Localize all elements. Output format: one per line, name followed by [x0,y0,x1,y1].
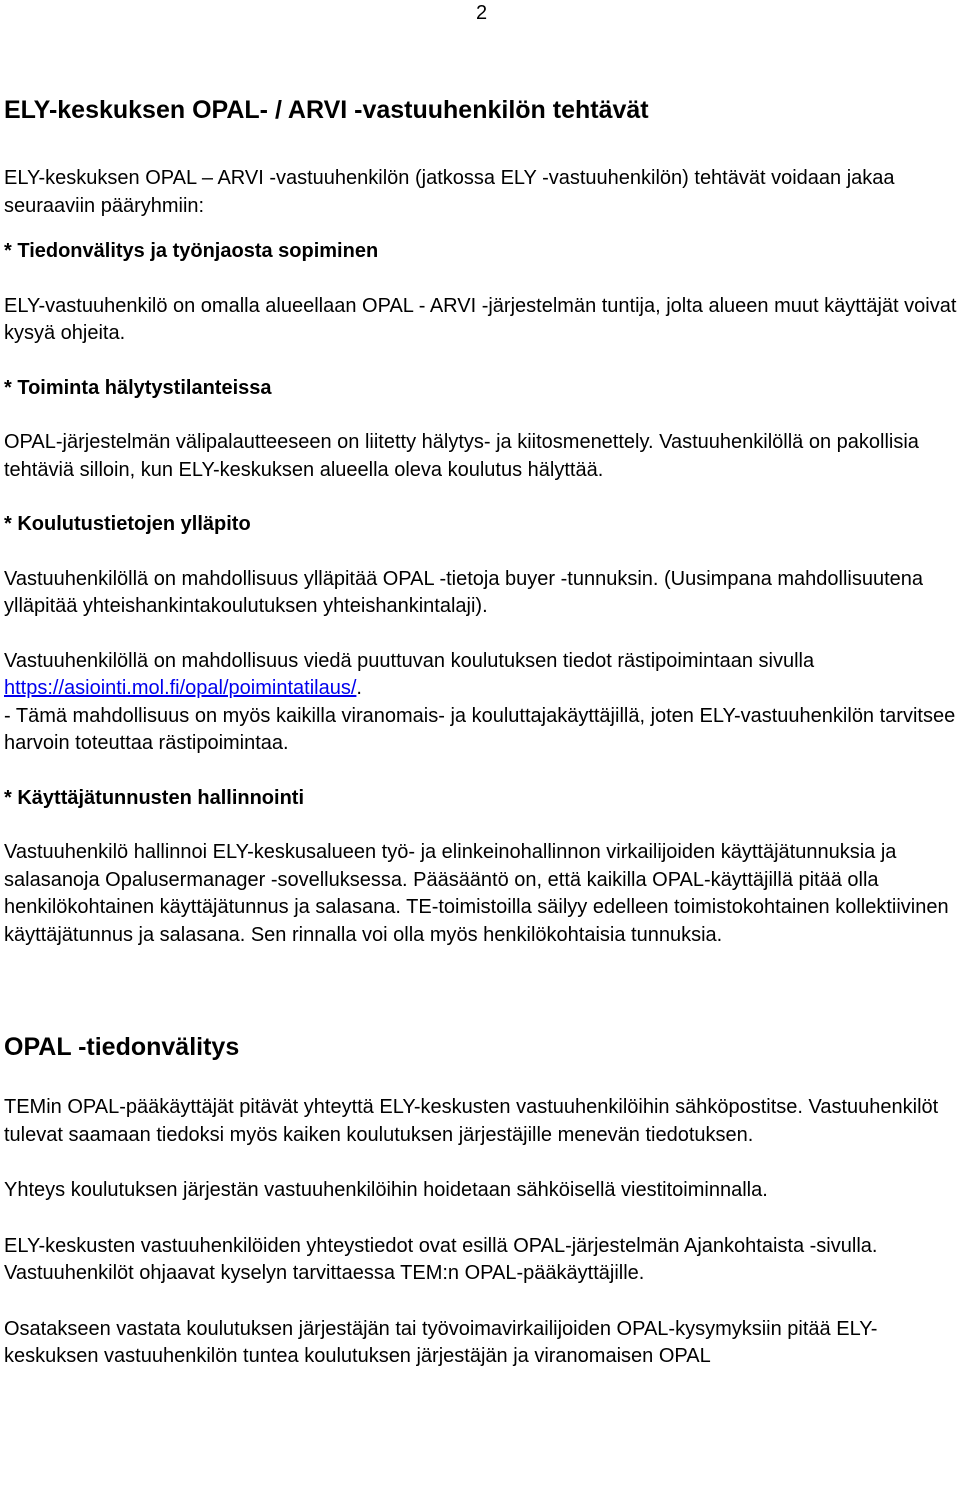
paragraph-yhteystiedot: ELY-keskusten vastuuhenkilöiden yhteystiedot ovat esillä OPAL-järjestelmän Ajankohtaista -sivulla. Vastuuhenkilöt ohjaavat kyselyn tarvittaessa TEM:n OPAL-pääkäyttäjille. [4,1234,878,1284]
subheading-tiedonvalitys: * Tiedonvälitys ja työnjaosta sopiminen [4,240,379,262]
subheading-kayttajatunnukset: * Käyttäjätunnusten hallinnointi [4,786,305,809]
rastipoiminta-text: Vastuuhenkilöllä on mahdollisuus viedä puuttuvan koulutuksen tiedot rästipoimintaan sivulla [4,649,815,672]
section-heading-opal-tiedonvalitys: OPAL -tiedonvälitys [4,1033,240,1061]
paragraph-osaaminen: Osatakseen vastata koulutuksen järjestäjän tai työvoimavirkailijoiden OPAL-kysymyksiin pitää ELY-keskuksen vastuuhenkilön tuntea koulutuksen järjestäjän ja viranomaisen OPAL [4,1317,878,1367]
section-heading-ely-tasks: ELY-keskuksen OPAL- / ARVI -vastuuhenkilön tehtävät [4,96,649,124]
paragraph-koulutustiedot: Vastuuhenkilöllä on mahdollisuus ylläpitää OPAL -tietoja buyer -tunnuksin. (Uusimpana mahdollisuutena ylläpitää yhteishankintakoulutuksen yhteishankintalaji). [4,567,924,617]
intro-paragraph: ELY-keskuksen OPAL – ARVI -vastuuhenkilön (jatkossa ELY -vastuuhenkilön) tehtävät voidaan jakaa seuraaviin pääryhmiin: [4,167,895,217]
paragraph-kayttajatunnukset: Vastuuhenkilö hallinnoi ELY-keskusalueen työ- ja elinkeinohallinnon virkailijoiden käyttäjätunnuksia ja salasanoja Opalusermanager -sovelluksessa. Pääsääntö on, että kaikilla OPAL-käyttäjillä pitää olla henkilökohtainen käyttäjätunnus ja salasana. TE-toimistoilla säilyy edelleen toimistokohtainen kollektiivinen käyttäjätunnus ja salasana. Sen rinnalla voi olla myös henkilökohtaisia tunnuksia. [4,841,949,946]
paragraph-halytystilanteet: OPAL-järjestelmän välipalautteeseen on liitetty hälytys- ja kiitosmenettely. Vastuuhenkilöllä on pakollisia tehtäviä silloin, kun ELY-keskuksen alueella oleva koulutus hälyttää. [4,431,919,481]
rastipoiminta-period: . [356,677,362,699]
document-body [4,94,958,1371]
page-number: 2 [476,2,488,24]
poimintatilaus-link[interactable]: https://asiointi.mol.fi/opal/poimintatilaus/ [4,677,357,699]
subheading-koulutustiedot: * Koulutustietojen ylläpito [4,513,251,535]
paragraph-viestitoiminta: Yhteys koulutuksen järjestän vastuuhenkilöihin hoidetaan sähköisellä viestitoiminnalla. [4,1179,768,1201]
paragraph-tem-yhteydet: TEMin OPAL-pääkäyttäjät pitävät yhteyttä ELY-keskusten vastuuhenkilöihin sähköpostitse. Vastuuhenkilöt tulevat saamaan tiedoksi myös kaiken koulutuksen järjestäjille menevän tiedotuksen. [4,1096,939,1146]
paragraph-rastipoiminta [4,648,958,703]
subheading-halytystilanteet: * Toiminta hälytystilanteissa [4,376,272,399]
paragraph-tiedonvalitys: ELY-vastuuhenkilö on omalla alueellaan OPAL - ARVI -järjestelmän tuntija, jolta alueen muut käyttäjät voivat kysyä ohjeita. [4,294,957,344]
paragraph-rastipoiminta-note: - Tämä mahdollisuus on myös kaikilla viranomais- ja kouluttajakäyttäjillä, joten ELY-vastuuhenkilön tarvitsee harvoin toteuttaa rästipoimintaa. [4,704,956,754]
